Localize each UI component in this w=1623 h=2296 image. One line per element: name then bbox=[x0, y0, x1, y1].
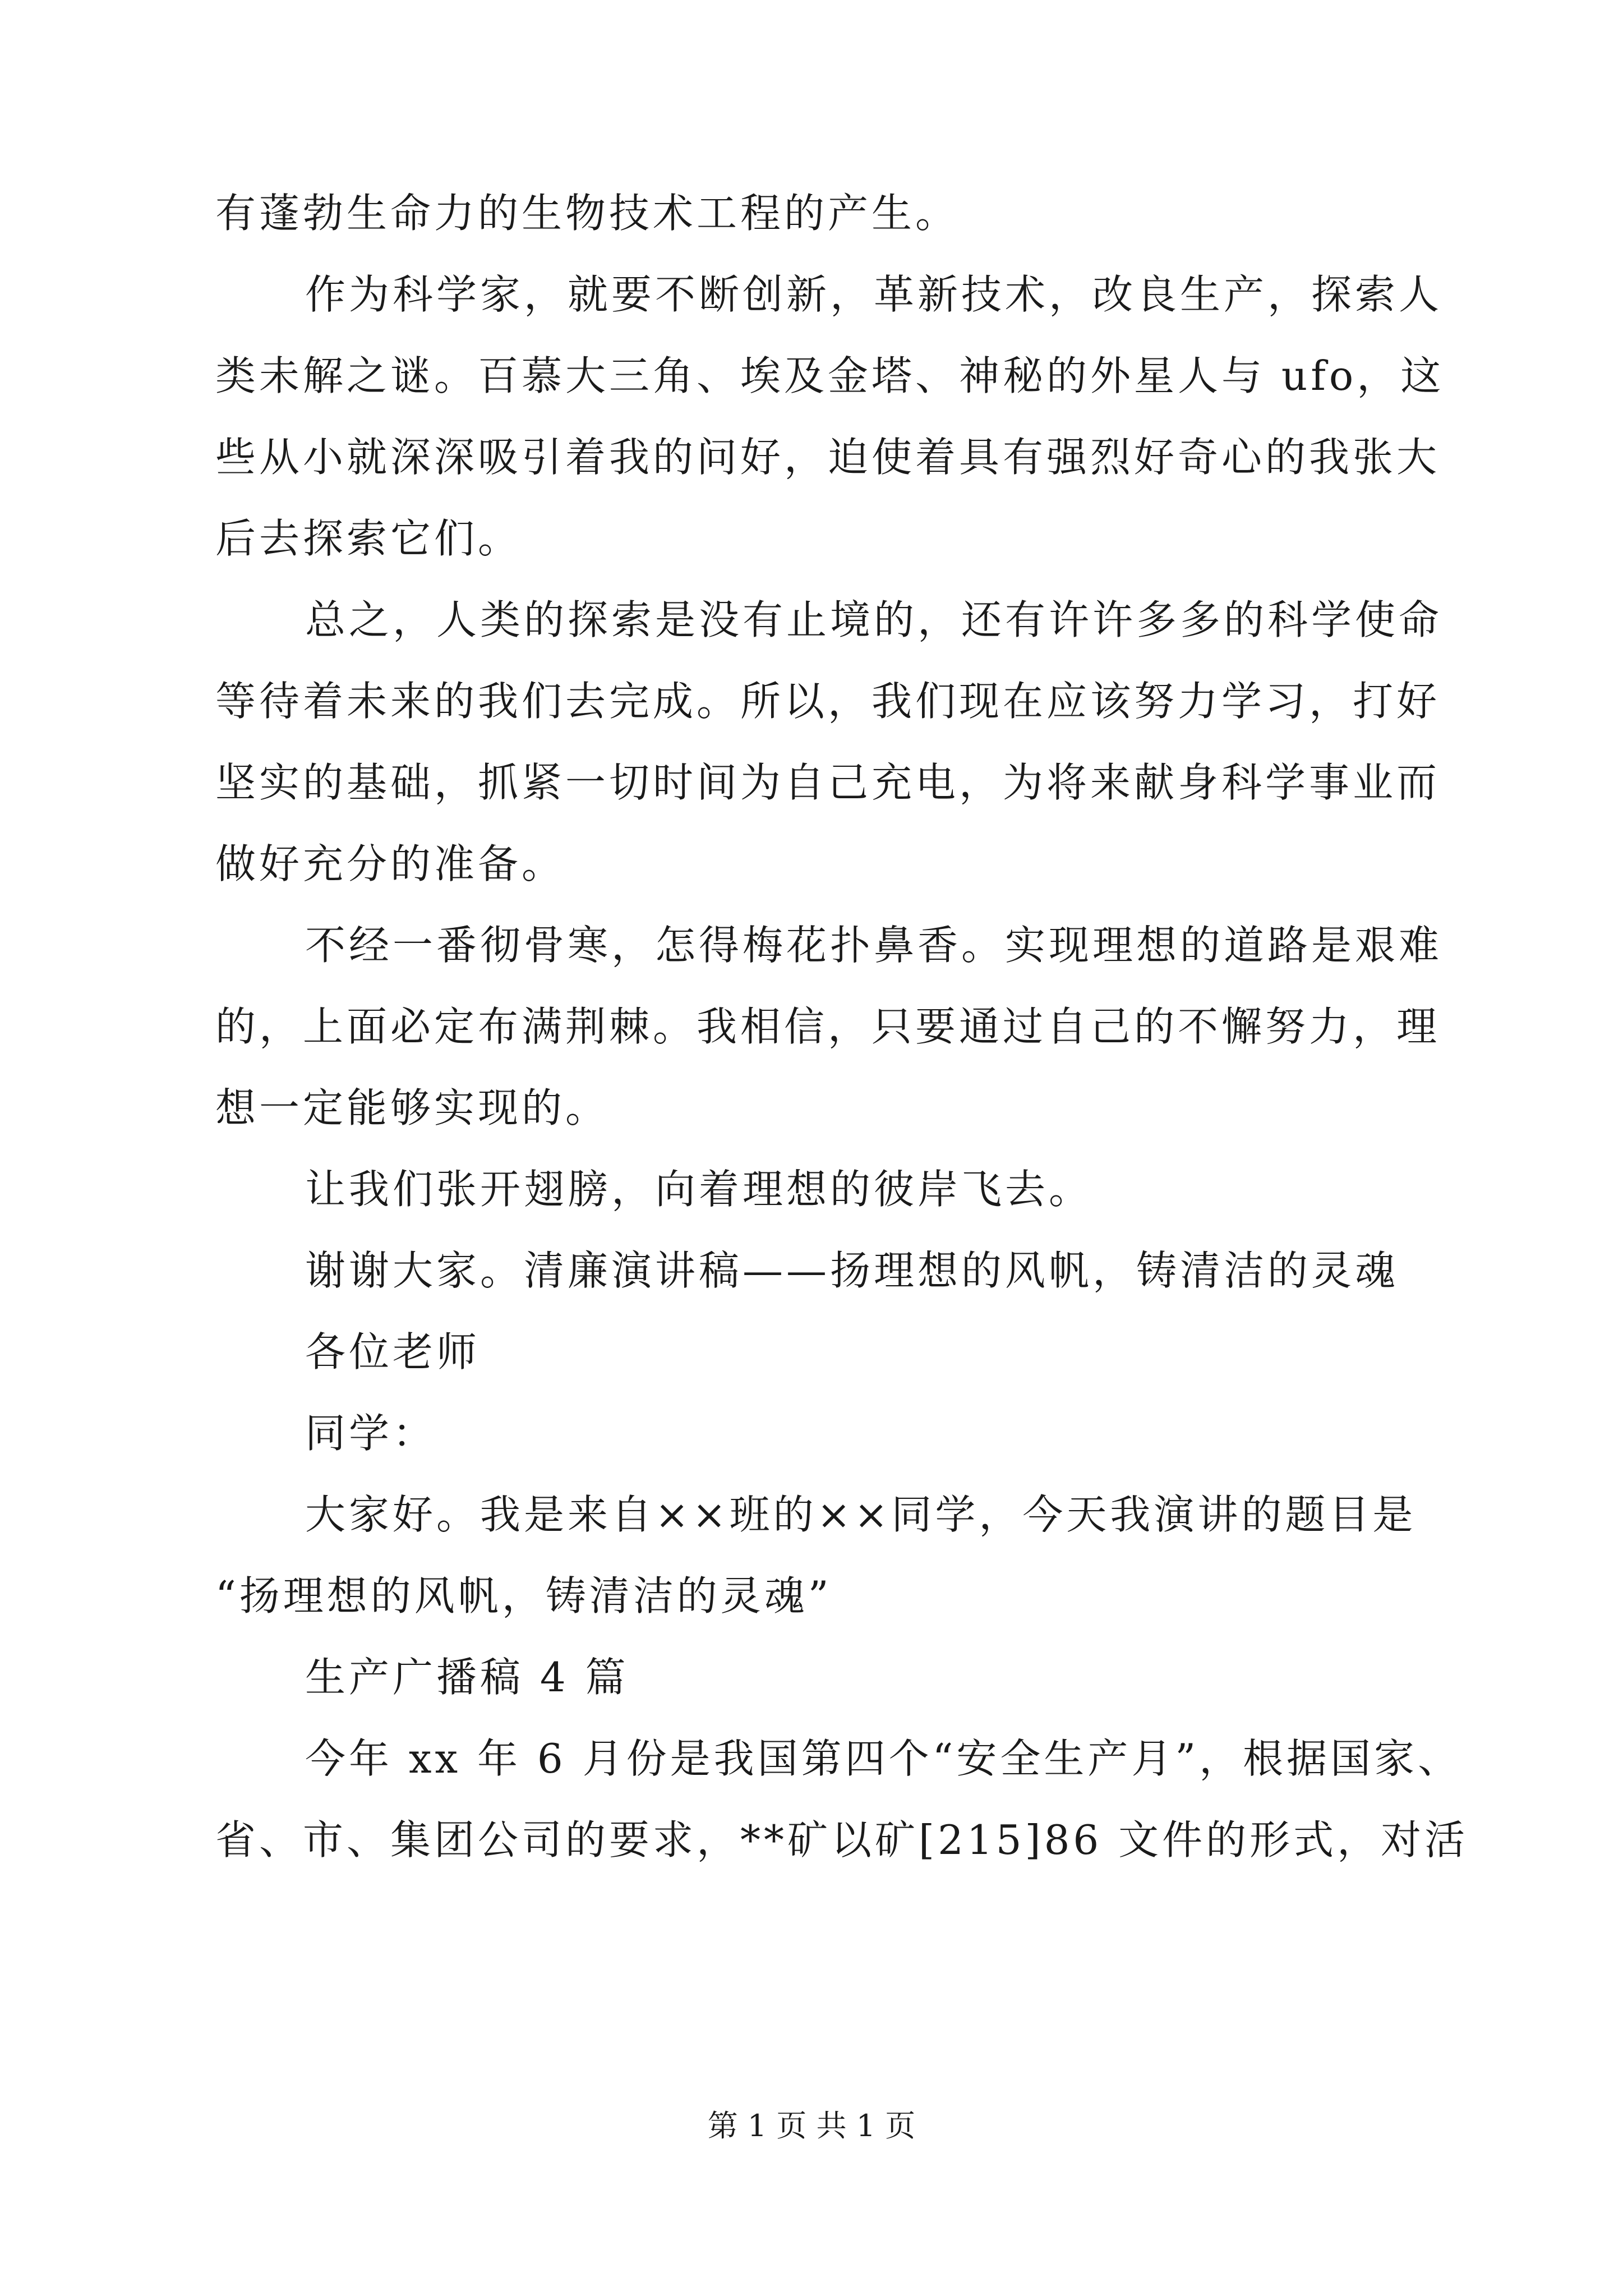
text-line: 今年 xx 年 6 月份是我国第四个“安全生产月”，根据国家、 bbox=[305, 1735, 1462, 1782]
text-line: 大家好。我是来自××班的××同学，今天我演讲的题目是 bbox=[305, 1491, 1417, 1538]
text-line: 让我们张开翅膀，向着理想的彼岸飞去。 bbox=[305, 1166, 1093, 1213]
text-line: 等待着未来的我们去完成。所以，我们现在应该努力学习，打好 bbox=[215, 678, 1441, 725]
page-number-footer: 第 1 页 共 1 页 bbox=[707, 2108, 916, 2143]
text-line: 总之，人类的探索是没有止境的，还有许许多多的科学使命 bbox=[305, 596, 1443, 643]
text-line: 省、市、集团公司的要求，**矿以矿[215]86 文件的形式，对活 bbox=[215, 1816, 1469, 1864]
text-line: 的，上面必定布满荆棘。我相信，只要通过自己的不懈努力，理 bbox=[215, 1003, 1441, 1050]
text-line: 想一定能够实现的。 bbox=[215, 1084, 610, 1131]
text-line: 作为科学家，就要不断创新，革新技术，改良生产，探索人 bbox=[305, 271, 1443, 318]
text-line: 各位老师 bbox=[305, 1328, 481, 1375]
text-line: 生产广播稿 4 篇 bbox=[305, 1654, 629, 1701]
text-line: 坚实的基础，抓紧一切时间为自己充电，为将来献身科学事业而 bbox=[215, 759, 1441, 806]
text-line: 类未解之谜。百慕大三角、埃及金塔、神秘的外星人与 ufo，这 bbox=[215, 352, 1445, 399]
text-line: “扬理想的风帆，铸清洁的灵魂” bbox=[215, 1572, 832, 1619]
text-line: 不经一番彻骨寒，怎得梅花扑鼻香。实现理想的道路是艰难 bbox=[305, 922, 1443, 969]
text-line: 后去探索它们。 bbox=[215, 515, 522, 562]
text-line: 谢谢大家。清廉演讲稿——扬理想的风帆，铸清洁的灵魂 bbox=[305, 1247, 1399, 1294]
text-line: 有蓬勃生命力的生物技术工程的产生。 bbox=[215, 190, 960, 237]
text-line: 些从小就深深吸引着我的问好，迫使着具有强烈好奇心的我张大 bbox=[215, 434, 1441, 481]
text-line: 做好充分的准备。 bbox=[215, 840, 566, 887]
text-line: 同学： bbox=[305, 1410, 437, 1457]
